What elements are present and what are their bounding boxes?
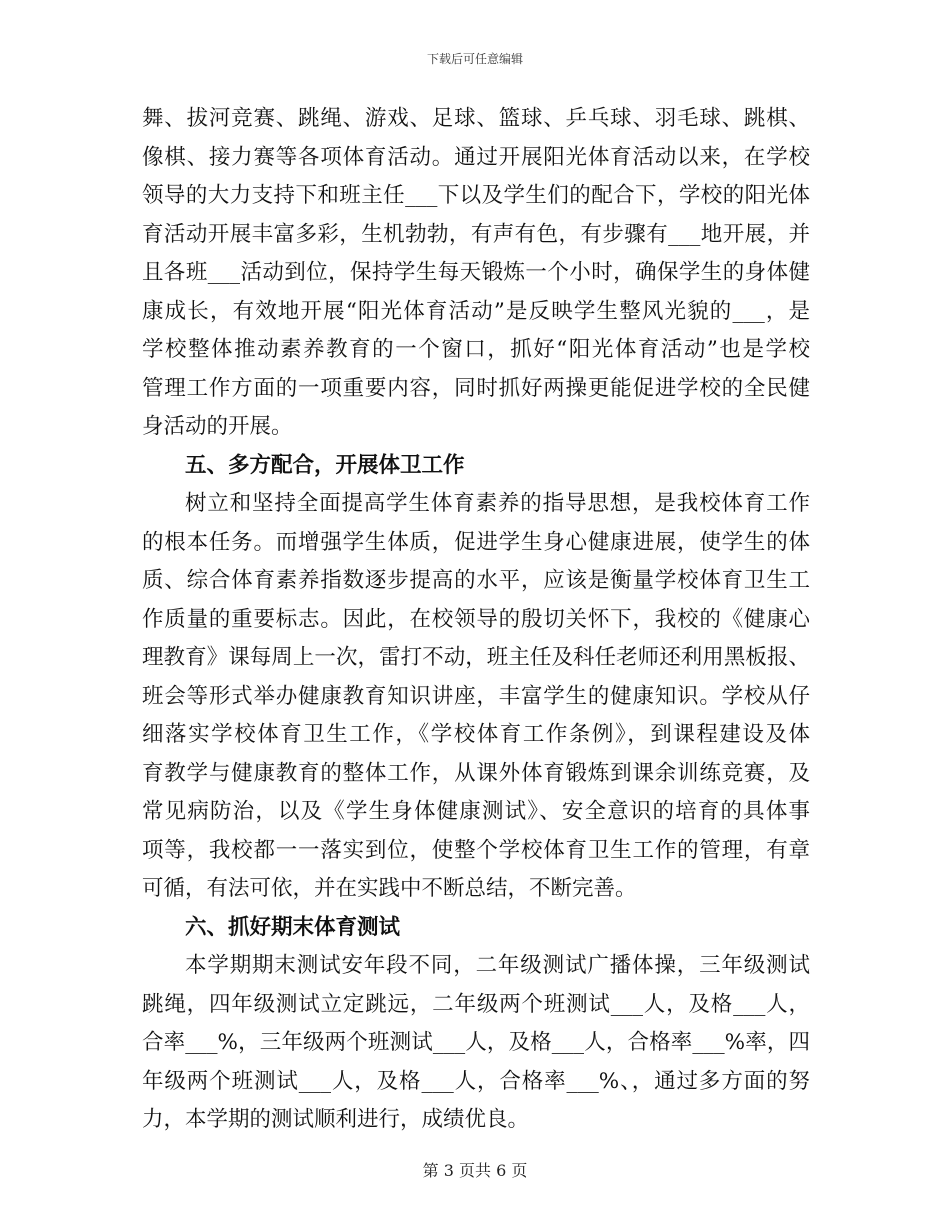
text-line: 管理工作方面的一项重要内容，同时抓好两操更能促进学校的全民健 xyxy=(142,375,810,401)
paragraph-health-work xyxy=(142,485,810,909)
text-line: 理教育》课每周上一次，雷打不动，班主任及科任老师还利用黑板报、 xyxy=(142,645,810,670)
text-line: 且各班___活动到位，保持学生每天锻炼一个小时，确保学生的身体健 xyxy=(142,260,810,285)
page-number: 第 3 页共 6 页 xyxy=(422,1161,528,1180)
section-heading-5: 五、多方配合，开展体卫工作 xyxy=(185,452,465,478)
text-line: 本学期期末测试安年段不同，二年级测试广播体操，三年级测试 xyxy=(185,953,810,978)
text-line: 育活动开展丰富多彩，生机勃勃，有声有色，有步骤有___地开展，并 xyxy=(142,221,810,247)
text-line: 项等，我校都一一落实到位，使整个学校体育卫生工作的管理，有章 xyxy=(142,837,810,863)
text-line: 合率___%，三年级两个班测试___人，及格___人，合格率___%率，四 xyxy=(142,1030,810,1055)
text-line: 康成长，有效地开展“阳光体育活动”是反映学生整风光貌的___，是 xyxy=(142,298,810,324)
paragraph-sunshine-sports xyxy=(142,100,810,447)
text-line: 跳绳，四年级测试立定跳远，二年级两个班测试___人，及格___人， xyxy=(142,991,810,1017)
text-line: 可循，有法可依，并在实践中不断总结，不断完善。 xyxy=(142,876,637,901)
text-line: 力，本学期的测试顺利进行，成绩优良。 xyxy=(142,1107,530,1132)
text-line: 细落实学校体育卫生工作，《学校体育工作条例》，到课程建设及体 xyxy=(142,722,810,747)
text-line: 领导的大力支持下和班主任___下以及学生们的配合下，学校的阳光体 xyxy=(142,183,810,208)
text-line: 常见病防治，以及《学生身体健康测试》、安全意识的培育的具体事 xyxy=(142,799,810,824)
text-line: 班会等形式举办健康教育知识讲座，丰富学生的健康知识。学校从仔 xyxy=(142,683,810,709)
text-line: 像棋、接力赛等各项体育活动。通过开展阳光体育活动以来，在学校 xyxy=(142,144,810,170)
text-line: 质、综合体育素养指数逐步提高的水平，应该是衡量学校体育卫生工 xyxy=(142,568,810,593)
document-body xyxy=(142,100,810,1140)
text-line: 舞、拔河竞赛、跳绳、游戏、足球、篮球、乒乓球、羽毛球、跳棋、 xyxy=(142,106,810,131)
page-header: 下载后可任意编辑 xyxy=(426,52,523,66)
text-line: 育教学与健康教育的整体工作，从课外体育锻炼到课余训练竞赛，及 xyxy=(142,760,810,786)
text-line: 的根本任务。而增强学生体质，促进学生身心健康进展，使学生的体 xyxy=(142,529,810,555)
text-line: 身活动的开展。 xyxy=(142,414,293,439)
paragraph-final-tests xyxy=(142,947,810,1140)
text-line: 作质量的重要标志。因此，在校领导的殷切关怀下，我校的《健康心 xyxy=(142,606,810,632)
section-heading-6: 六、抓好期末体育测试 xyxy=(185,914,401,940)
text-line: 学校整体推动素养教育的一个窗口，抓好“阳光体育活动”也是学校 xyxy=(142,337,810,362)
text-line: 年级两个班测试___人，及格___人，合格率___%、，通过多方面的努 xyxy=(142,1068,810,1094)
text-line: 树立和坚持全面提高学生体育素养的指导思想，是我校体育工作 xyxy=(185,491,810,516)
